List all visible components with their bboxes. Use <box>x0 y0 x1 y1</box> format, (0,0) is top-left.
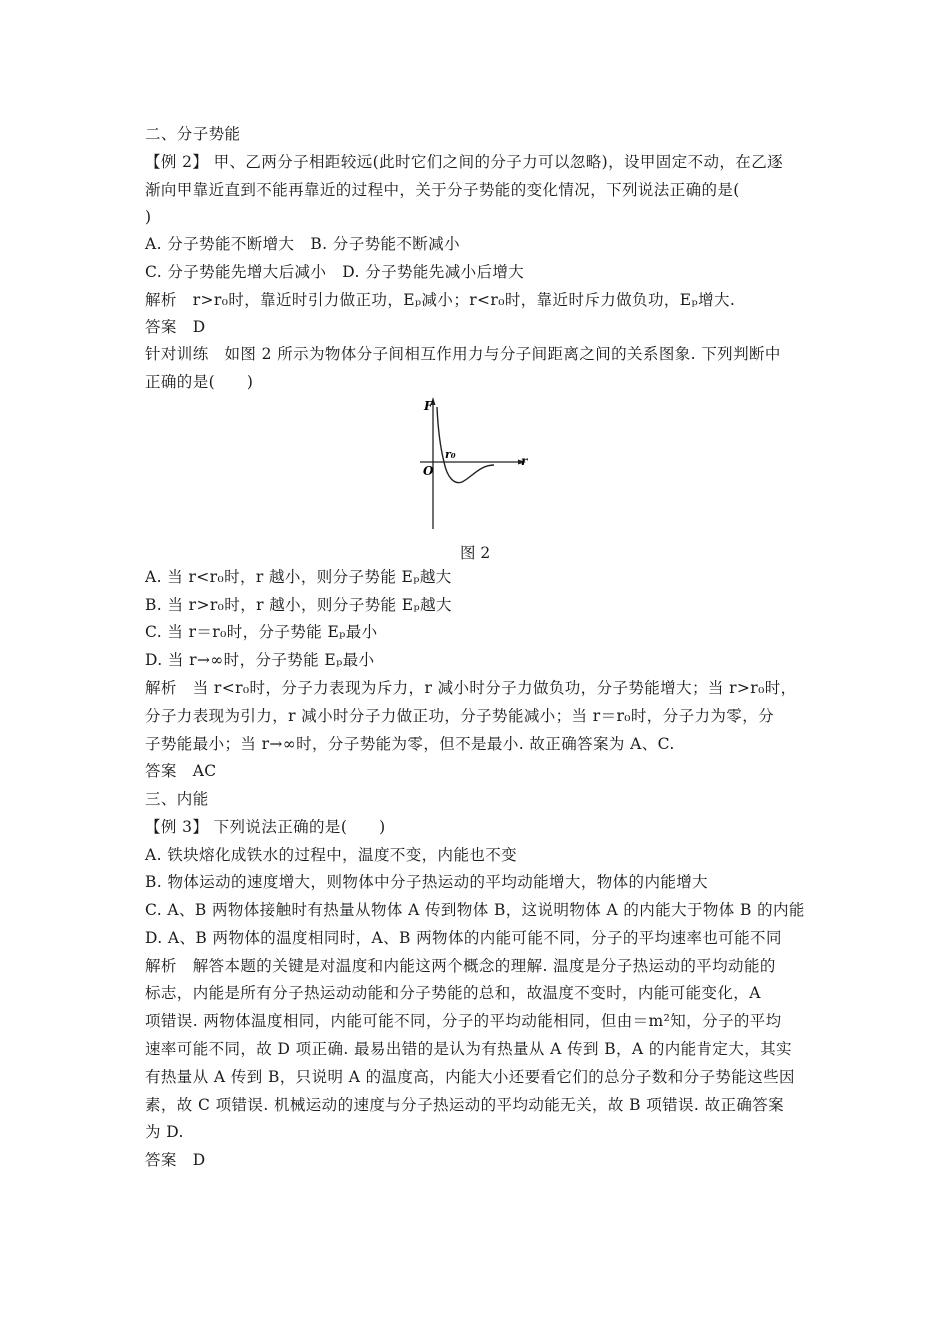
practice-option-d: D. 当 r→∞时，分子势能 Eₚ最小 <box>145 651 375 669</box>
practice-analysis-line-2: 分子力表现为引力，r 减小时分子力做正功，分子势能减小；当 r＝r₀时，分子力为零，分 <box>145 707 774 725</box>
practice-analysis-line-3: 子势能最小；当 r→∞时，分子势能为零，但不是最小. 故正确答案为 A、C. <box>145 735 675 753</box>
example-2-answer: 答案 D <box>145 318 206 336</box>
example-3-option-a: A. 铁块熔化成铁水的过程中，温度不变，内能也不变 <box>145 846 518 864</box>
example-2-options-cd: C. 分子势能先增大后减小 D. 分子势能先减小后增大 <box>145 263 525 281</box>
example-3-analysis-line-4: 速率可能不同，故 D 项正确. 最易出错的是认为有热量从 A 传到 B，A 的内能肯定大，其实 <box>145 1040 792 1058</box>
x-axis-label: r <box>521 454 528 468</box>
practice-option-b: B. 当 r>r₀时，r 越小，则分子势能 Eₚ越大 <box>145 596 452 614</box>
practice-answer: 答案 AC <box>145 762 217 780</box>
example-2-stem-line-3: ) <box>145 208 152 226</box>
force-curve <box>437 407 494 483</box>
example-3-analysis-line-3: 项错误. 两物体温度相同，内能可能不同，分子的平均动能相同，但由＝m²知，分子的平均 <box>145 1012 782 1030</box>
practice-stem-line-2: 正确的是( ) <box>145 373 254 391</box>
example-3-option-d: D. A、B 两物体的温度相同时，A、B 两物体的内能可能不同，分子的平均速率也可能不同 <box>145 929 782 947</box>
example-2-analysis: 解析 r>r₀时，靠近时引力做正功，Eₚ减小；r<r₀时，靠近时斥力做负功，Eₚ增大. <box>145 291 736 309</box>
example-3-analysis-line-5: 有热量从 A 传到 B，只说明 A 的温度高，内能大小还要看它们的总分子数和分子势能这些因 <box>145 1068 795 1086</box>
example-3-analysis-line-1: 解析 解答本题的关键是对温度和内能这两个概念的理解. 温度是分子热运动的平均动能的 <box>145 957 776 975</box>
example-3-analysis-line-2: 标志，内能是所有分子热运动动能和分子势能的总和，故温度不变时，内能可能变化，A <box>145 984 761 1002</box>
section-heading-molecular-potential-energy: 二、分子势能 <box>145 125 241 143</box>
origin-label: O <box>423 464 434 478</box>
figure-caption: 图 2 <box>460 544 491 562</box>
practice-option-a: A. 当 r<r₀时，r 越小，则分子势能 Eₚ越大 <box>145 568 452 586</box>
practice-analysis-line-1: 解析 当 r<r₀时，分子力表现为斥力，r 减小时分子力做负功，分子势能增大；当 r>r₀时， <box>145 679 797 697</box>
force-distance-graph <box>410 395 535 533</box>
example-3-option-c: C. A、B 两物体接触时有热量从物体 A 传到物体 B，这说明物体 A 的内能大于物体 B 的内能 <box>145 901 805 919</box>
example-3-analysis-line-6: 素，故 C 项错误. 机械运动的速度与分子热运动的平均动能无关，故 B 项错误. 故正确答案 <box>145 1096 785 1114</box>
y-axis-label: F <box>424 399 433 413</box>
example-3-option-b: B. 物体运动的速度增大，则物体中分子热运动的平均动能增大，物体的内能增大 <box>145 873 709 891</box>
example-2-stem-line-2: 渐向甲靠近直到不能再靠近的过程中，关于分子势能的变化情况，下列说法正确的是( <box>145 181 740 199</box>
example-3-analysis-line-7: 为 D. <box>145 1123 184 1141</box>
r0-label: r₀ <box>445 448 456 461</box>
section-heading-internal-energy: 三、内能 <box>145 790 209 808</box>
practice-option-c: C. 当 r＝r₀时，分子势能 Eₚ最小 <box>145 623 378 641</box>
example-2-options-ab: A. 分子势能不断增大 B. 分子势能不断减小 <box>145 235 460 253</box>
example-3-stem: 【例 3】 下列说法正确的是( ) <box>145 818 386 836</box>
example-2-stem-line-1: 【例 2】 甲、乙两分子相距较远(此时它们之间的分子力可以忽略)，设甲固定不动，在乙逐 <box>145 153 784 171</box>
practice-stem-line-1: 针对训练 如图 2 所示为物体分子间相互作用力与分子间距离之间的关系图象. 下列判断中 <box>145 345 781 363</box>
example-3-answer: 答案 D <box>145 1151 206 1169</box>
